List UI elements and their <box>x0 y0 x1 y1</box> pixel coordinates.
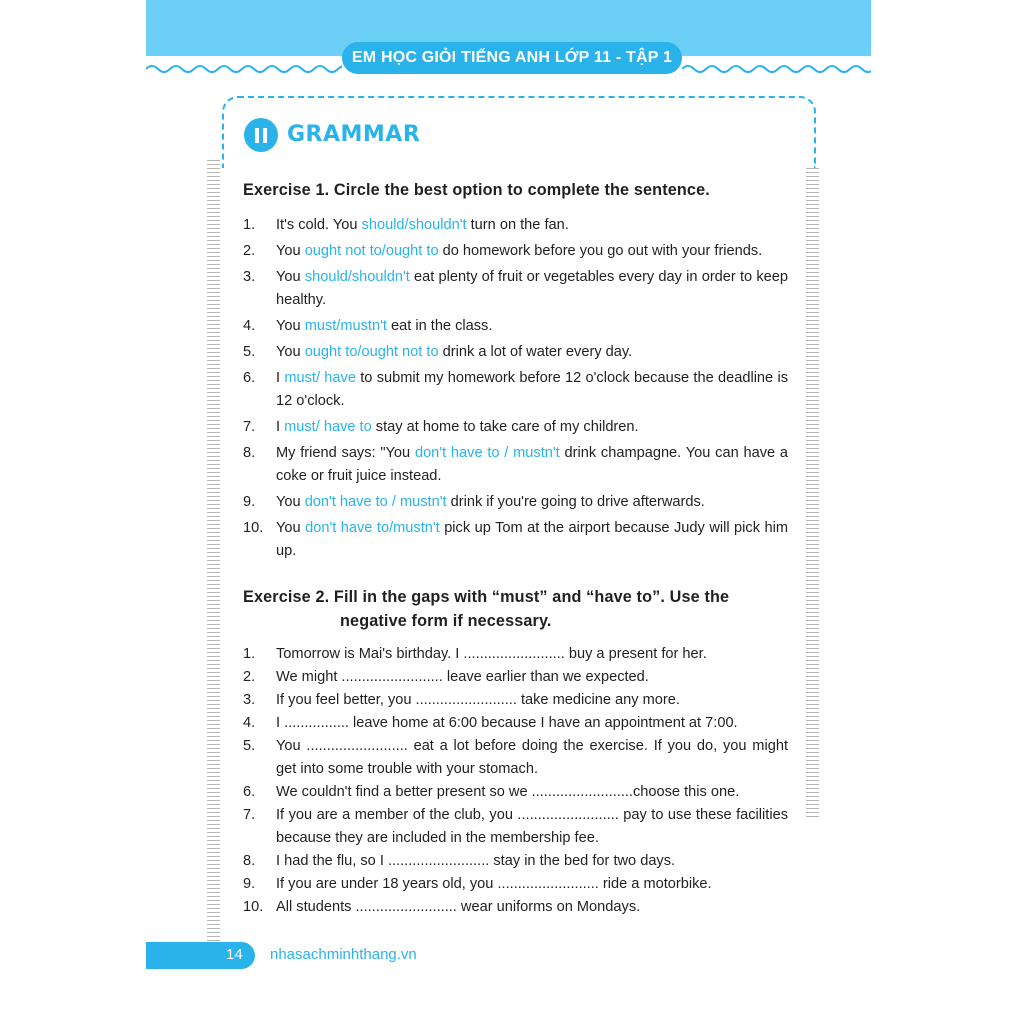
item-option[interactable]: ought not to/ought to <box>304 243 439 259</box>
item-text-after: turn on the fan. <box>466 217 569 233</box>
exercise1-item <box>243 491 788 514</box>
item-text-before: You <box>276 520 306 536</box>
item-text-before: You <box>276 269 305 285</box>
exercise2-title <box>243 585 788 633</box>
exercise2-list <box>243 643 788 919</box>
item-text <box>276 442 788 488</box>
item-text <box>276 240 788 263</box>
item-text <box>276 367 788 413</box>
item-text <box>276 517 788 563</box>
exercise1-item <box>243 266 788 312</box>
book-title-pill <box>342 42 682 74</box>
item-number: 4. <box>243 715 256 731</box>
exercise2-item <box>243 781 788 804</box>
exercise2-item <box>243 850 788 873</box>
item-text <box>276 315 788 338</box>
exercise1-item <box>243 315 788 338</box>
exercise2-item <box>243 666 788 689</box>
item-option[interactable]: ought to/ought not to <box>304 344 439 360</box>
page-number: 14 <box>226 946 243 963</box>
website-link[interactable]: nhasachminhthang.vn <box>270 946 417 963</box>
item-text: I ................ leave home at 6:00 because I have an appointment at 7:00. <box>276 715 738 731</box>
exercise1-item <box>243 517 788 563</box>
item-text <box>276 416 788 439</box>
exercise1-item <box>243 416 788 439</box>
item-option[interactable]: must/mustn't <box>304 318 387 334</box>
item-option[interactable]: don't have to / mustn't <box>304 494 447 510</box>
item-number: 1. <box>243 217 256 233</box>
wave-left-divider <box>146 62 342 76</box>
item-text-before: I <box>276 370 285 386</box>
item-text <box>276 214 788 237</box>
item-text: If you feel better, you ......................... take medicine any more. <box>276 692 680 708</box>
item-text-before: You <box>276 243 305 259</box>
item-text <box>276 341 788 364</box>
item-number: 3. <box>243 692 256 708</box>
item-text-before: You <box>276 318 305 334</box>
item-text-before: It's cold. You <box>276 217 362 233</box>
exercise1-item <box>243 214 788 237</box>
item-text <box>276 266 788 312</box>
section-title: GRAMMAR <box>287 122 421 147</box>
left-ruler-decoration <box>207 160 220 942</box>
right-ruler-decoration <box>806 168 819 818</box>
item-text-before: My friend says: "You <box>276 445 415 461</box>
item-option[interactable]: don't have to/mustn't <box>305 520 440 536</box>
item-option[interactable]: should/shouldn't <box>361 217 467 233</box>
item-number: 6. <box>243 784 256 800</box>
item-text: Tomorrow is Mai's birthday. I ......................... buy a present for her. <box>276 646 707 662</box>
item-number: 5. <box>243 344 256 360</box>
item-option[interactable]: must/ have to <box>284 419 372 435</box>
exercise1-item <box>243 367 788 413</box>
exercise2-item <box>243 643 788 666</box>
exercise2-title-line1: Exercise 2. Fill in the gaps with “must” and “have to”. Use the <box>243 588 730 606</box>
exercise1-list <box>243 214 788 563</box>
exercise2-item <box>243 896 788 919</box>
item-text-after: to submit my homework before 12 o'clock because the deadline is 12 o'clock. <box>276 370 788 409</box>
item-number: 8. <box>243 445 256 461</box>
item-text-after: drink champagne. You can have a coke or fruit juice instead. <box>276 445 789 484</box>
exercise2-item <box>243 735 788 781</box>
item-number: 6. <box>243 370 256 386</box>
item-text-before: You <box>276 344 305 360</box>
exercise2-item <box>243 804 788 850</box>
exercise2-item <box>243 689 788 712</box>
item-text-before: You <box>276 494 305 510</box>
item-text: All students ......................... wear uniforms on Mondays. <box>276 899 641 915</box>
item-number: 7. <box>243 807 256 823</box>
item-number: 2. <box>243 669 256 685</box>
item-text: We couldn't find a better present so we .........................choose this one. <box>276 784 740 800</box>
exercise1-item <box>243 240 788 263</box>
item-number: 2. <box>243 243 256 259</box>
item-option[interactable]: don't have to / mustn't <box>414 445 560 461</box>
exercise2-item <box>243 873 788 896</box>
item-number: 5. <box>243 738 256 754</box>
book-title: EM HỌC GIỎI TIẾNG ANH LỚP 11 - TẬP 1 <box>351 49 673 66</box>
item-number: 4. <box>243 318 256 334</box>
item-text-after: eat plenty of fruit or vegetables every day in order to keep healthy. <box>276 269 788 308</box>
item-number: 9. <box>243 876 256 892</box>
item-number: 9. <box>243 494 256 510</box>
item-option[interactable]: must/ have <box>284 370 356 386</box>
exercise2-title-line2: negative form if necessary. <box>340 612 552 630</box>
item-text-after: eat in the class. <box>386 318 493 334</box>
exercise1-item <box>243 341 788 364</box>
wave-right-divider <box>682 62 871 76</box>
item-text-after: stay at home to take care of my children. <box>371 419 639 435</box>
item-number: 1. <box>243 646 256 662</box>
item-text: If you are under 18 years old, you ......................... ride a motorbike. <box>276 876 712 892</box>
item-number: 3. <box>243 269 256 285</box>
item-text <box>276 491 788 514</box>
item-text: If you are a member of the club, you ......................... pay to use these facilities because they are included in the membership fee. <box>276 807 788 846</box>
item-text: We might ......................... leave earlier than we expected. <box>276 669 649 685</box>
item-text-after: drink a lot of water every day. <box>438 344 633 360</box>
item-text-after: do homework before you go out with your friends. <box>438 243 763 259</box>
item-text-before: I <box>276 419 285 435</box>
item-text-after: drink if you're going to drive afterwards. <box>446 494 705 510</box>
item-text: You ......................... eat a lot before doing the exercise. If you do, you might get into some trouble with your stomach. <box>276 738 788 777</box>
item-number: 10. <box>243 520 264 536</box>
item-number: 8. <box>243 853 256 869</box>
roman-two-icon <box>244 118 278 152</box>
exercise1-title: Exercise 1. Circle the best option to complete the sentence. <box>243 181 710 199</box>
item-number: 7. <box>243 419 256 435</box>
exercise1-item <box>243 442 788 488</box>
item-text-after: pick up Tom at the airport because Judy will pick him up. <box>276 520 788 559</box>
item-text: I had the flu, so I ......................... stay in the bed for two days. <box>276 853 676 869</box>
item-number: 10. <box>243 899 264 915</box>
page-content <box>243 178 788 919</box>
item-option[interactable]: should/shouldn't <box>304 269 410 285</box>
exercise2-item <box>243 712 788 735</box>
